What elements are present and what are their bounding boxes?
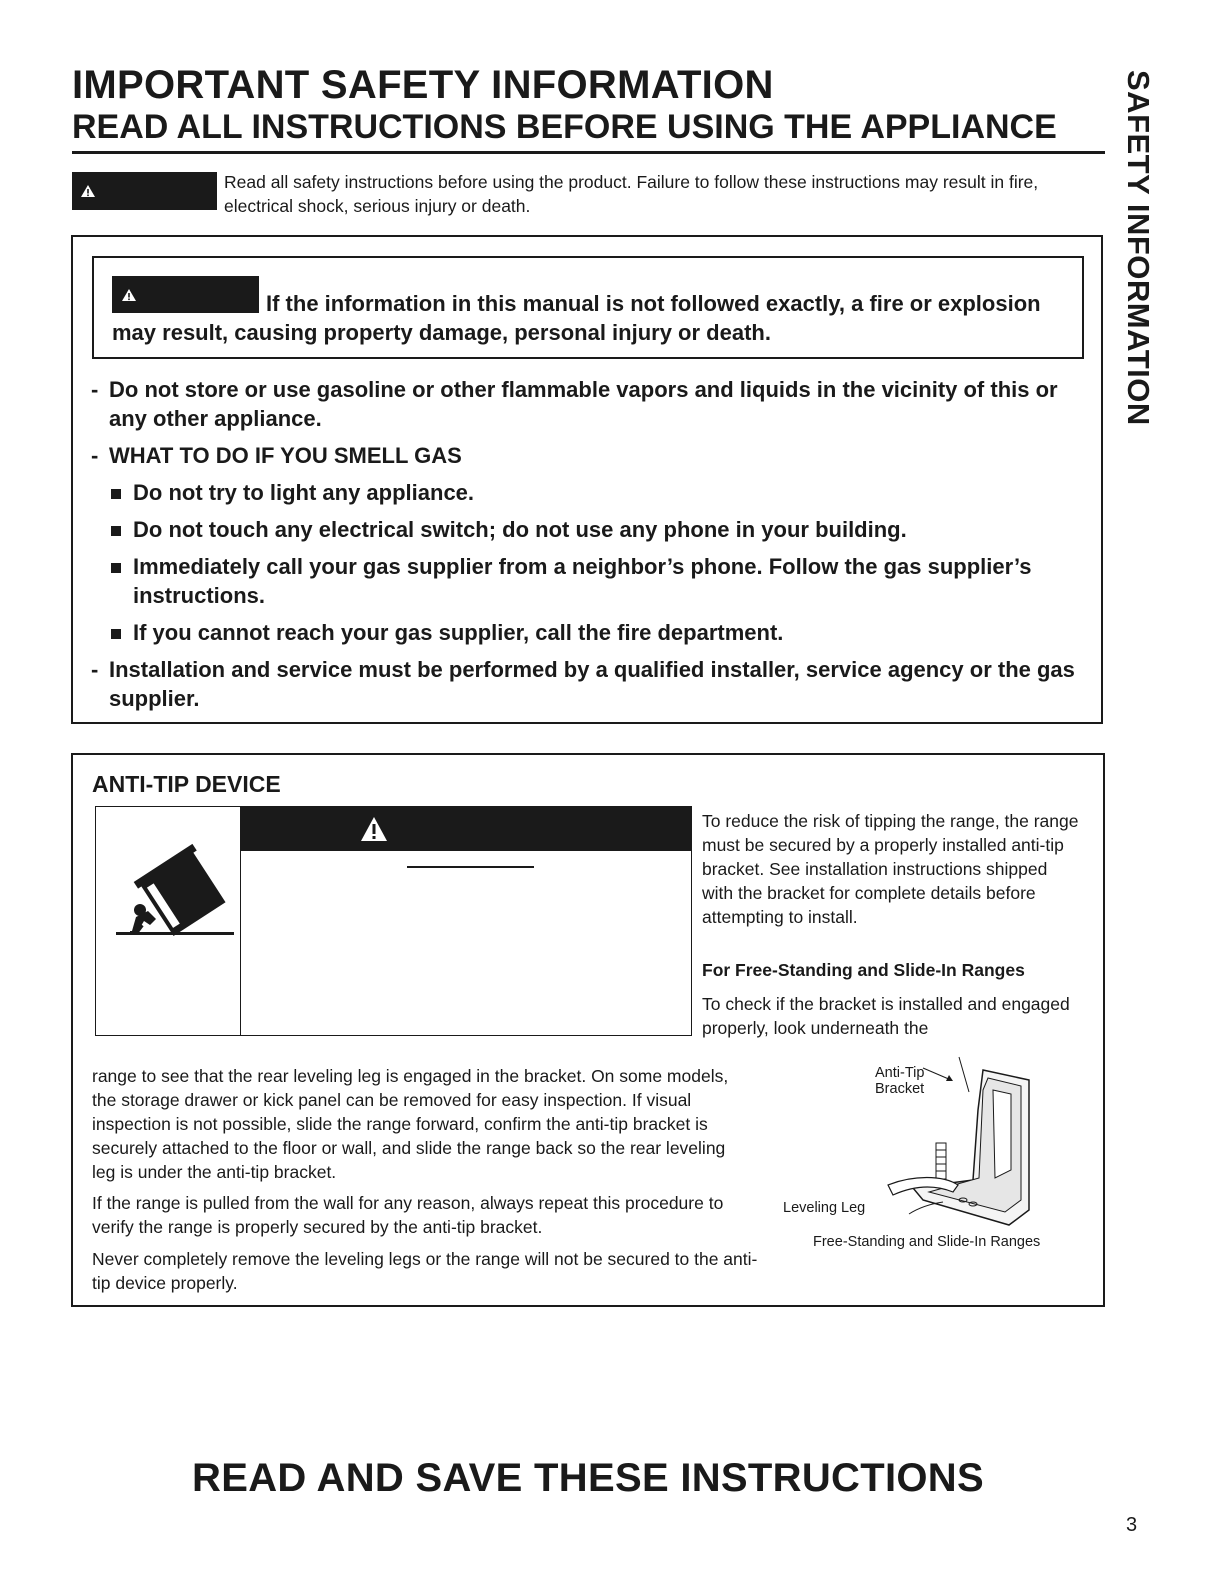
diagram-caption: Free-Standing and Slide-In Ranges bbox=[813, 1234, 1041, 1250]
anti-tip-repeat-text: If the range is pulled from the wall for any reason, always repeat this procedure to verify the range is properly secured by the anti-tip bracket. bbox=[92, 1193, 724, 1237]
tip-over-warning-box bbox=[95, 806, 692, 1036]
range-tip-over-icon bbox=[96, 807, 240, 1037]
tip-warning-rule bbox=[407, 866, 534, 868]
anti-tip-check-text-continued: range to see that the rear leveling leg is engaged in the bracket. On some models, the storage drawer or kick panel can be removed for easy inspection. If visual inspection is not possible, slide the range forward, confirm the anti-tip bracket is securely attached to the floor or wall, and slide the range back so the rear leveling leg is under the anti-tip bracket. bbox=[92, 1066, 729, 1182]
page-subtitle: READ ALL INSTRUCTIONS BEFORE USING THE APPLIANCE bbox=[72, 108, 1057, 146]
tip-warning-header bbox=[240, 807, 691, 851]
free-standing-heading: For Free-Standing and Slide-In Ranges bbox=[702, 960, 1025, 980]
anti-tip-bracket-label: Anti-Tip bbox=[875, 1065, 925, 1081]
anti-tip-bracket-label: Bracket bbox=[875, 1081, 925, 1097]
page-title: IMPORTANT SAFETY INFORMATION bbox=[72, 63, 774, 107]
anti-tip-legs-text: Never completely remove the leveling legs or the range will not be secured to the anti-tip device properly. bbox=[92, 1249, 758, 1293]
gas-warning-panel bbox=[71, 235, 1103, 724]
list-item: - WHAT TO DO IF YOU SMELL GAS bbox=[91, 443, 462, 468]
list-item: - Do not store or use gasoline or other flammable vapors and liquids in the vicinity of this or any other appliance. bbox=[91, 377, 1058, 431]
anti-tip-heading: ANTI-TIP DEVICE bbox=[92, 771, 281, 797]
bullet-square-icon bbox=[111, 629, 121, 639]
title-divider bbox=[72, 151, 1105, 154]
footer-title: READ AND SAVE THESE INSTRUCTIONS bbox=[192, 1456, 984, 1500]
fire-warning-text: If the information in this manual is not followed exactly, a fire or explosion may result, causing property damage, personal injury or death. bbox=[112, 291, 1041, 345]
bullet-square-icon bbox=[111, 563, 121, 573]
list-item: If you cannot reach your gas supplier, call the fire department. bbox=[91, 618, 1091, 647]
list-item: - Installation and service must be performed by a qualified installer, service agency or the gas supplier. bbox=[91, 657, 1075, 711]
bracket-illustration bbox=[773, 1050, 1103, 1255]
leveling-leg-label: Leveling Leg bbox=[783, 1200, 866, 1216]
warning-triangle-icon bbox=[80, 184, 96, 198]
tip-over-illustration bbox=[96, 807, 241, 1035]
warning-triangle-icon bbox=[360, 816, 388, 842]
page-number: 3 bbox=[1126, 1514, 1138, 1536]
anti-tip-bracket-diagram bbox=[773, 1050, 1103, 1255]
side-tab-label: SAFETY INFORMATION bbox=[1121, 70, 1156, 426]
bullet-square-icon bbox=[111, 489, 121, 499]
list-item: Immediately call your gas supplier from a neighbor’s phone. Follow the gas supplier’s instructions. bbox=[91, 552, 1091, 610]
side-tab bbox=[1113, 70, 1163, 520]
list-item: Do not touch any electrical switch; do not use any phone in your building. bbox=[91, 515, 1091, 544]
anti-tip-panel bbox=[71, 753, 1105, 1307]
warning-signal-box bbox=[72, 172, 217, 210]
list-item: Do not try to light any appliance. bbox=[91, 478, 1091, 507]
anti-tip-intro: To reduce the risk of tipping the range, the range must be secured by a properly installed anti-tip bracket. See installation instructions shipped with the bracket for complete details before attempting to install. bbox=[702, 811, 1079, 927]
fire-explosion-warning bbox=[92, 256, 1084, 359]
gas-safety-list bbox=[91, 375, 1091, 713]
bullet-square-icon bbox=[111, 526, 121, 536]
anti-tip-check-text: To check if the bracket is installed and engaged properly, look underneath the bbox=[702, 994, 1070, 1038]
intro-text: Read all safety instructions before using the product. Failure to follow these instructions may result in fire, electrical shock, serious injury or death. bbox=[224, 172, 1039, 216]
